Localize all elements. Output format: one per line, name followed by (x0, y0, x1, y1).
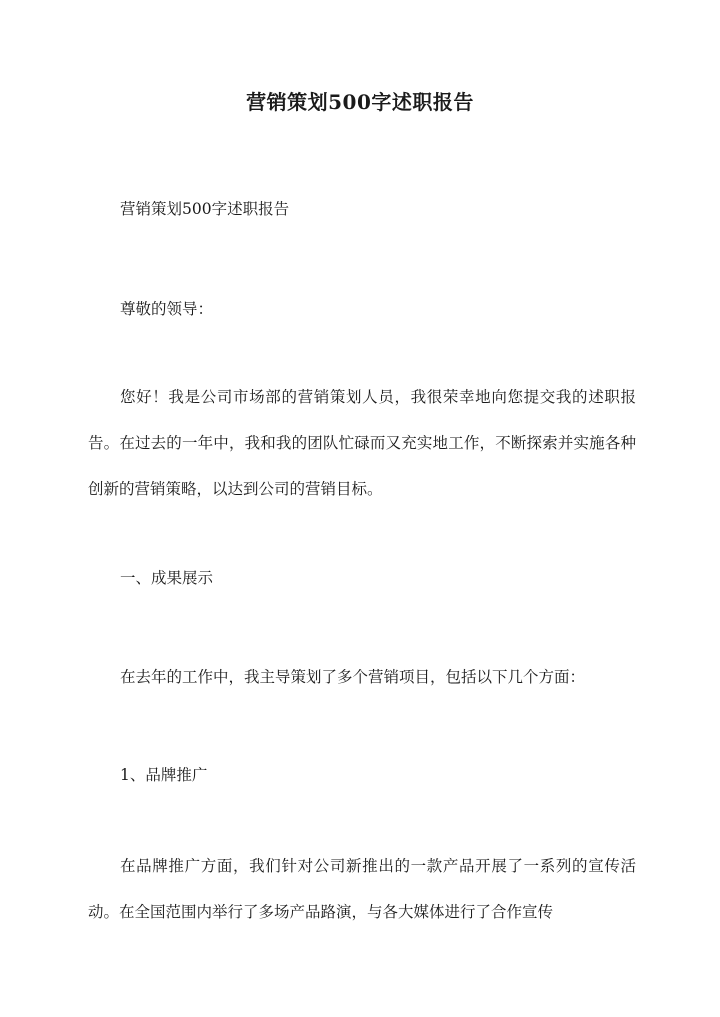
section-heading-achievements: 一、成果展示 (120, 569, 214, 587)
subtitle-paragraph: 营销策划500字述职报告 (120, 200, 290, 218)
item-heading-brand-promotion: 1、品牌推广 (120, 766, 208, 784)
intro-paragraph: 您好！我是公司市场部的营销策划人员，我很荣幸地向您提交我的述职报告。在过去的一年中，我和我的团队忙碌而又充实地工作，不断探索并实施各种创新的营销策略，以达到公司的营销目标。 (88, 388, 636, 498)
brand-promotion-paragraph: 在品牌推广方面，我们针对公司新推出的一款产品开展了一系列的宣传活动。在全国范围内举行了多场产品路演，与各大媒体进行了合作宣传 (88, 857, 636, 921)
greeting-paragraph: 尊敬的领导： (120, 300, 214, 318)
section-lead-paragraph: 在去年的工作中，我主导策划了多个营销项目，包括以下几个方面： (120, 668, 586, 686)
document-title: 营销策划500字述职报告 (246, 90, 474, 114)
